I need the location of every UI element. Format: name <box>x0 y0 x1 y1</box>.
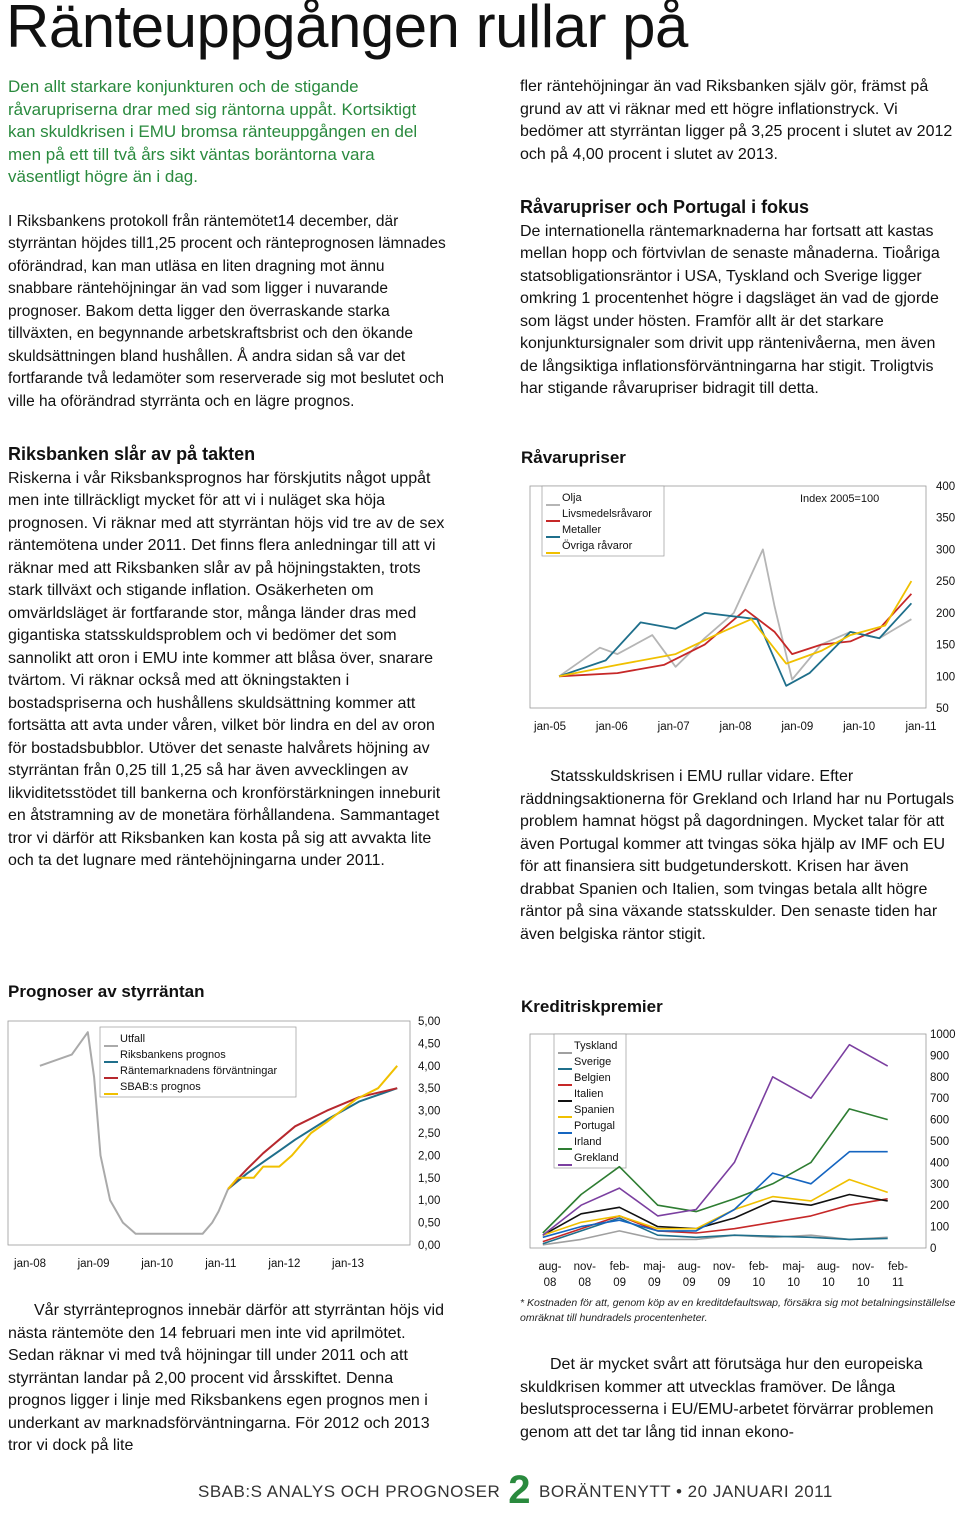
x-tick-label: jan-05 <box>534 721 566 733</box>
y-tick-label: 200 <box>936 607 956 620</box>
chart-title-styrranta: Prognoser av styrräntan <box>8 982 205 1001</box>
y-tick-label: 5,00 <box>418 1016 441 1028</box>
x-tick-label: jan-10 <box>141 1258 174 1270</box>
legend-label-sbab-s-prognos: SBAB:s prognos <box>120 1081 201 1093</box>
y-tick-label: 600 <box>930 1114 950 1127</box>
page-number: 2 <box>508 1468 532 1512</box>
x-tick-label: jan-10 <box>843 721 876 733</box>
y-tick-label: 500 <box>930 1136 950 1148</box>
y-tick-label: 2,50 <box>418 1128 441 1140</box>
legend-label-övriga-råvaror: Övriga råvaror <box>562 540 633 552</box>
y-tick-label: 4,00 <box>418 1060 441 1073</box>
y-tick-label: 4,50 <box>418 1038 441 1051</box>
y-tick-label: 400 <box>936 481 956 493</box>
y-tick-label: 250 <box>936 576 956 589</box>
x-tick-label: 09 <box>717 1277 731 1289</box>
legend-label-räntemarknadens-förväntningar: Räntemarknadens förväntningar <box>120 1065 278 1077</box>
x-tick-label: 10 <box>752 1277 766 1289</box>
series-line-italien <box>543 1195 888 1236</box>
paragraph-after-chart2: Statsskuldskrisen i EMU rullar vidare. Efter räddningsaktionerna för Grekland och Irland har nu Portugals problem hamnat högst på dagordningen. Mycket talar för att även Portugal kommer att tvingas söka hjälp av IMF och EU för att finansiera sitt budgetunderskott. Krisen har även drabbat Spanien och Italien, som tvingas betala allt högre räntor på sina växande statsskulder. Den senaste tiden har även belgiska räntor stigit. <box>520 768 955 943</box>
x-tick-label: jan-08 <box>14 1258 46 1270</box>
page-footer <box>198 1468 833 1513</box>
x-tick-label: nov- <box>573 1261 596 1273</box>
legend-label-portugal: Portugal <box>574 1120 615 1132</box>
y-tick-label: 300 <box>936 544 956 557</box>
series-line-riksbankens-prognos <box>228 1088 397 1189</box>
x-tick-label: jan-06 <box>595 721 628 733</box>
x-tick-label: 10 <box>856 1277 870 1289</box>
legend-label-utfall: Utfall <box>120 1033 146 1045</box>
chart-ravarupriser <box>508 472 958 742</box>
chart-kreditriskpremier <box>508 1020 958 1290</box>
paragraph-after-chart1: Vår styrränteprognos innebär därför att styrräntan höjs vid nästa räntemöte den 14 februari men inte vid aprilmötet. Sedan räknar vi med två höjningar till under 2011 och att styrräntan landar på 2,00 procent vid årsskiftet. Denna prognos ligger i linje med Riksbankens egen prognos men i underkant av marknadsförväntningarna. För 2012 och 2013 tror vi dock på lite <box>8 1302 444 1454</box>
x-tick-label: 08 <box>578 1277 592 1289</box>
y-tick-label: 150 <box>936 639 956 652</box>
legend-label-metaller: Metaller <box>562 524 602 536</box>
x-tick-label: jan-11 <box>205 1258 237 1270</box>
chart-styrranta <box>0 1005 480 1295</box>
y-tick-label: 1,50 <box>418 1172 441 1185</box>
series-line-räntemarknadens-förväntningar <box>228 1088 397 1189</box>
x-tick-label: nov- <box>712 1261 736 1273</box>
y-tick-label: 1000 <box>930 1029 956 1041</box>
y-tick-label: 900 <box>930 1050 950 1063</box>
legend-label-irland: Irland <box>574 1136 602 1148</box>
x-tick-label: 11 <box>892 1277 904 1289</box>
left-column <box>8 76 446 873</box>
legend-label-olja: Olja <box>562 492 582 504</box>
y-tick-label: 100 <box>930 1221 950 1234</box>
x-tick-label: aug- <box>816 1261 840 1273</box>
x-tick-label: feb- <box>609 1261 630 1273</box>
y-tick-label: 2,00 <box>418 1150 441 1163</box>
chart-annotation: Index 2005=100 <box>800 493 880 505</box>
y-tick-label: 1,00 <box>418 1195 441 1208</box>
legend-label-riksbankens-prognos: Riksbankens prognos <box>120 1049 226 1061</box>
series-line-tyskland <box>543 1231 888 1245</box>
x-tick-label: maj- <box>643 1261 666 1273</box>
page-title: Ränteuppgången rullar på <box>6 0 688 60</box>
section-heading-ravaror: Råvarupriser och Portugal i fokus <box>520 197 810 217</box>
closing-paragraph: Det är mycket svårt att förutsäga hur den europeiska skuldkrisen kommer att utvecklas framöver. De långa beslutsprocesserna i EU/EMU-arbetet förvärrar problemen genom att det tar lång tid innan ekono- <box>520 1356 934 1441</box>
y-tick-label: 3,00 <box>418 1105 441 1118</box>
left-bottom-text <box>8 1300 446 1458</box>
x-tick-label: jan-07 <box>657 721 690 733</box>
y-tick-label: 800 <box>930 1071 950 1084</box>
legend-label-belgien: Belgien <box>574 1072 611 1084</box>
x-tick-label: 09 <box>613 1277 626 1289</box>
x-tick-label: jan-11 <box>905 721 937 733</box>
y-tick-label: 700 <box>930 1093 950 1106</box>
footnote: * Kostnaden för att, genom köp av en kreditdefaultswap, försäkra sig mot betalningsinställelse omräknat till hundradels procentenheter. <box>520 1297 956 1324</box>
paragraph-right-top: fler räntehöjningar än vad Riksbanken själv gör, främst på grund av att vi räknar med ett högre inflationstryck. Vi bedömer att styrräntan ligger på 3,25 procent i slutet av 2012 och på 4,00 procent i slutet av 2013. <box>520 78 953 163</box>
x-tick-label: jan-13 <box>332 1258 364 1270</box>
section-heading-riksbanken: Riksbanken slår av på takten <box>8 444 256 464</box>
x-tick-label: jan-08 <box>719 721 752 733</box>
chart-title-kreditriskpremier: Kreditriskpremier <box>521 997 663 1016</box>
x-tick-label: 09 <box>682 1277 696 1289</box>
section-body-riksbanken: Riskerna i vår Riksbanksprognos har förskjutits något uppåt men inte tillräckligt mycket för att vi i nuläget ska höja prognosen. Vi räknar med att styrräntan höjs vid tre av de sex räntemötena under 2011. Det finns flera anledningar till att vi räknar med att Riksbanken slår av på höjningstakten, trots stark tillväxt och stigande inflation. Osäkerheten om omvärldsläget är fortfarande stor, många länder dras med gigantiska statsskuldsproblem och vi bedömer det som sannolikt att oron i EMU inte kommer att blåsa över, snarare tvärtom. Vi räknar också med att ökningstakten i bostadspriserna och hushållens skuldsättning kommer att fortsätta att avta under våren, vilket bör lindra en del av oron för bostadsbubblor. Utöver det senaste halvårets höjning av styrräntan från 0,25 till 1,25 så har även avvecklingen av likviditetsstödet till bankerna och kronförstärkningen inneburit en åtstramning av de monetära förhållandena. Sammantaget tror vi därför att Riksbanken kan kosta på sig att avvakta lite och ta det lugnare med räntehöjningarna under 2011. <box>8 469 445 869</box>
x-tick-label: nov- <box>852 1261 875 1273</box>
right-middle-text <box>520 766 956 946</box>
y-tick-label: 100 <box>936 671 956 684</box>
x-tick-label: 10 <box>787 1277 800 1289</box>
x-tick-label: 08 <box>543 1277 557 1289</box>
intro-paragraph: I Riksbankens protokoll från räntemötet14 december, där styrräntan höjdes till1,25 procent och ränteprognosen lämnades oförändrad, kan man utläsa en liten dragning mot ännu snabbare räntehöjningar än vad som ligger i nuvarande prognoser. Bakom detta ligger den överraskande starka tillväxten, en begynnande arbetskraftsbrist och den ökande skuldsättningen bland hushållen. Å andra sidan så var det fortfarande två ledamöter som reserverade sig mot beslutet och ville ha oförändrad styrränta och en lägre prognos. <box>8 212 446 410</box>
y-tick-label: 0,50 <box>418 1217 441 1230</box>
series-line-olja <box>559 549 911 679</box>
x-tick-label: jan-12 <box>268 1258 301 1270</box>
y-tick-label: 50 <box>936 703 949 715</box>
x-tick-label: feb- <box>748 1261 769 1273</box>
footer-right: BORÄNTENYTT • 20 JANUARI 2011 <box>539 1482 833 1501</box>
legend-label-grekland: Grekland <box>574 1152 619 1164</box>
series-line-övriga-råvaror <box>559 581 911 676</box>
y-tick-label: 200 <box>930 1200 950 1213</box>
series-line-livsmedelsråvaror <box>559 594 911 677</box>
x-tick-label: maj- <box>782 1261 805 1273</box>
right-column <box>520 76 956 401</box>
legend-label-italien: Italien <box>574 1088 604 1100</box>
x-tick-label: jan-09 <box>781 721 814 733</box>
y-tick-label: 300 <box>930 1178 950 1191</box>
y-tick-label: 0 <box>930 1243 937 1255</box>
legend-label-livsmedelsråvaror: Livsmedelsråvaror <box>562 508 652 520</box>
section-body-ravaror: De internationella räntemarknaderna har fortsatt att kastas mellan hopp och förtvivlan de senaste månaderna. Tioåriga statsobligationsräntor i USA, Tyskland och Sverige ligger omkring 1 procentenhet högre i dagsläget än vad de gjorde som lägst under hösten. Framför allt är det starkare konjunktursignaler som drivit upp räntenivåerna, men även de långsiktiga inflationsförväntningarna har stigit. Troligtvis har stigande råvarupriser bidragit till detta. <box>520 222 940 397</box>
y-tick-label: 350 <box>936 512 956 525</box>
chart-title-ravarupriser: Råvarupriser <box>521 448 626 467</box>
x-tick-label: feb- <box>888 1261 908 1273</box>
footer-left: SBAB:S ANALYS OCH PROGNOSER <box>198 1482 501 1501</box>
x-tick-label: aug- <box>677 1261 701 1273</box>
x-tick-label: aug- <box>538 1261 562 1273</box>
y-tick-label: 0,00 <box>418 1240 441 1252</box>
legend-label-tyskland: Tyskland <box>574 1040 618 1052</box>
legend-label-sverige: Sverige <box>574 1056 612 1068</box>
x-tick-label: jan-09 <box>77 1258 110 1270</box>
legend-label-spanien: Spanien <box>574 1104 615 1116</box>
x-tick-label: 09 <box>648 1277 661 1289</box>
y-tick-label: 400 <box>930 1157 950 1170</box>
x-tick-label: 10 <box>822 1277 835 1289</box>
y-tick-label: 3,50 <box>418 1083 441 1096</box>
lead-paragraph: Den allt starkare konjunkturen och de stigande råvarupriserna drar med sig räntorna uppåt. Kortsiktigt kan skuldkrisen i EMU bromsa ränteuppgången en del men på ett till två års sikt väntas boräntorna vara väsentligt högre än i dag. <box>8 77 418 186</box>
right-bottom-text <box>520 1354 956 1444</box>
